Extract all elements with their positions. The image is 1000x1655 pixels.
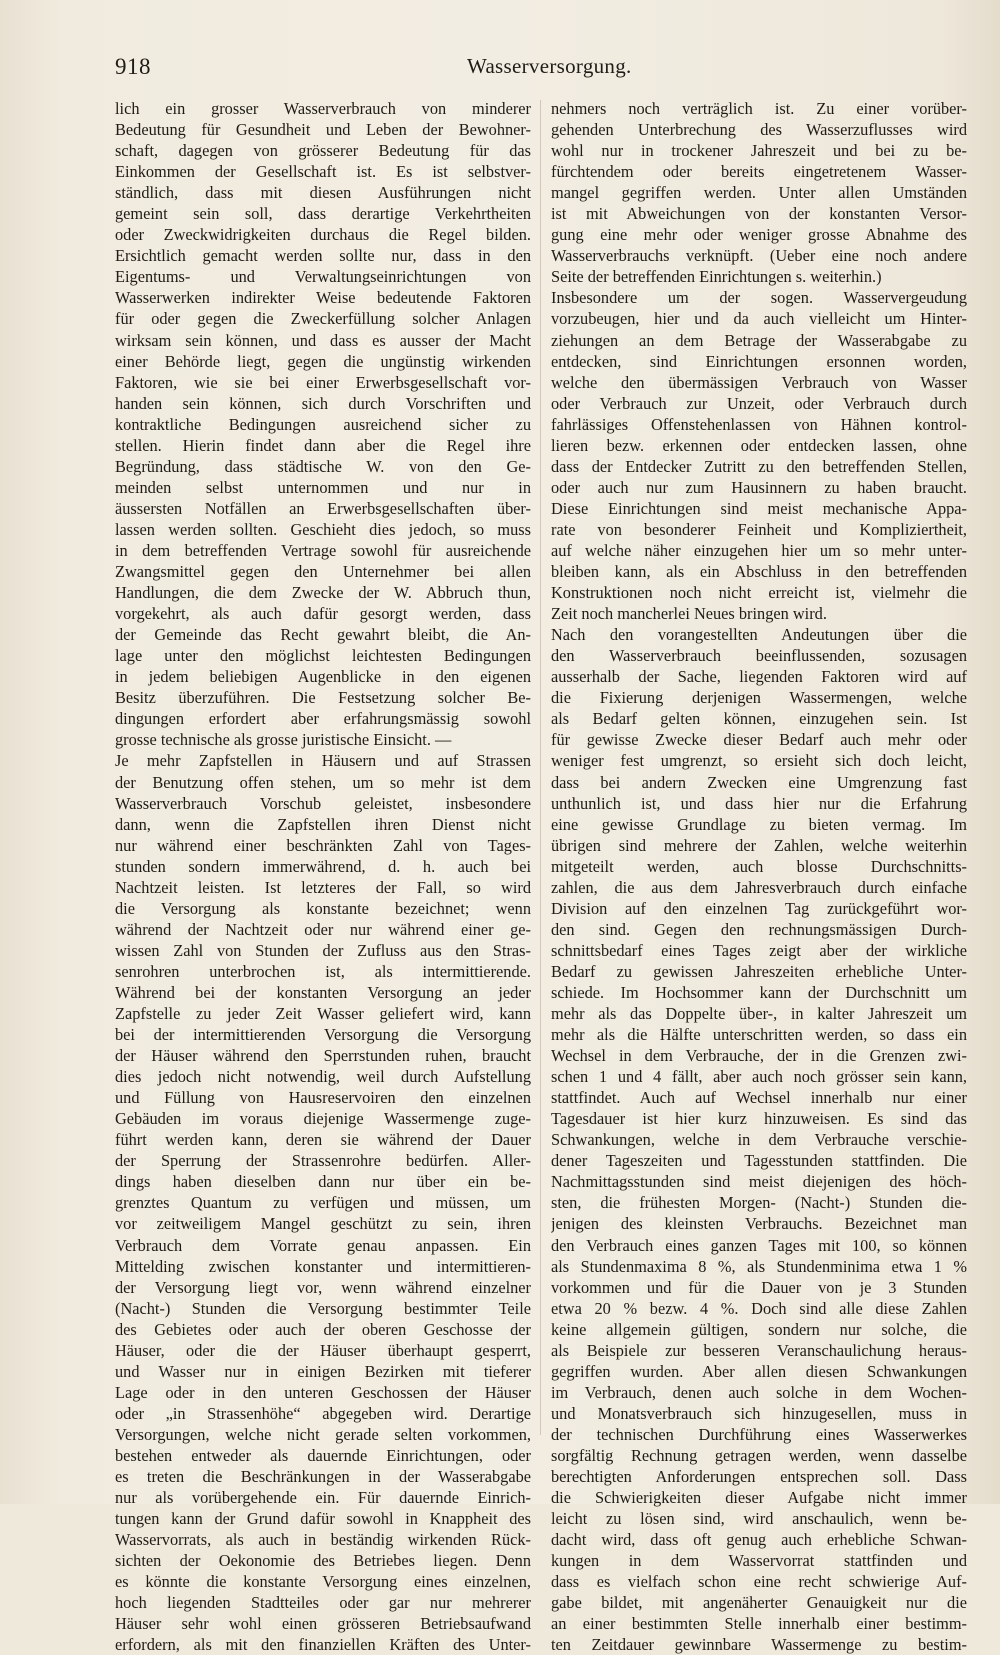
text-line: gabe bildet, mit angenäherter Genauigkeit nur die [551, 1593, 967, 1613]
text-line: lassen werden sollten. Geschieht dies jedoch, so muss [115, 519, 531, 539]
text-line: sten, die frühesten Morgen- (Nacht-) Stunden die- [551, 1193, 967, 1213]
text-line: Nachtzeit leisten. Ist letzteres der Fall, so wird [115, 877, 531, 897]
text-line: grenztes Quantum zu verfügen und müssen, um [115, 1193, 531, 1213]
text-line: keine allgemein gültigen, sondern nur solche, die [551, 1319, 967, 1339]
text-line: die Fixierung derjenigen Wassermengen, welche [551, 688, 967, 708]
text-line: den Verbrauch eines ganzen Tages mit 100, so können [551, 1235, 967, 1255]
text-line: lieren bezw. erkennen oder entdecken lassen, ohne [551, 435, 967, 455]
text-line: vorgekehrt, als auch dafür gesorgt werden, dass [115, 604, 531, 624]
text-line: sorgfältig Rechnung getragen werden, wenn dasselbe [551, 1446, 967, 1465]
text-line: Wechsel in dem Verbrauche, der in die Grenzen zwi- [551, 1046, 967, 1066]
page-header [115, 54, 920, 84]
text-line: nur als vorübergehende ein. Für dauernde Einrich- [115, 1488, 531, 1508]
text-line: ten Zeitdauer gewinnbare Wassermenge zu bestim- [551, 1635, 967, 1655]
text-line: nur während einer beschränkten Zahl von Tages- [115, 835, 531, 855]
text-line: Zwangsmittel gegen den Unternehmer bei allen [115, 562, 531, 582]
text-line: Eigentums- und Verwaltungseinrichtungen von [115, 267, 531, 287]
text-line: als Stundenmaxima 8 %, als Stundenminima etwa 1 % [551, 1256, 967, 1276]
text-line: bestehen entweder als dauernde Einrichtungen, oder [115, 1446, 531, 1465]
text-line: in jedem beliebigen Augenblicke in den eigenen [115, 667, 531, 687]
text-line: in dem betreffenden Vertrage sowohl für ausreichende [115, 540, 531, 560]
text-line: Seite der betreffenden Einrichtungen s. weiterhin.) [551, 267, 882, 287]
text-line: Division auf den einzelnen Tag zurückgeführt wor- [551, 898, 967, 918]
text-line: Faktoren, wie sie bei einer Erwerbsgesellschaft vor- [115, 372, 531, 392]
text-line: Nach den vorangestellten Andeutungen über die [551, 625, 967, 645]
text-line: als Bedarf gelten können, einzugehen sein. Ist [551, 709, 967, 729]
text-line: berechtigten Anforderungen entsprechen soll. Dass [551, 1467, 967, 1487]
text-line: Bedeutung für Gesundheit und Leben der Bewohner- [115, 120, 531, 140]
text-line: und Monatsverbrauch sich hinzugesellen, muss in [551, 1403, 967, 1423]
text-line: auf welche näher einzugehen hier um so mehr unter- [551, 540, 967, 560]
right-column [551, 98, 967, 1655]
text-line: dingungen erfordert aber erfahrungsmässig sowohl [115, 709, 531, 729]
text-line: die Schwierigkeiten dieser Aufgabe nicht immer [551, 1488, 967, 1508]
text-line: dacht wird, dass oft genug auch erhebliche Schwan- [551, 1530, 967, 1550]
text-line: dass der Entdecker Zutritt zu den betreffenden Stellen, [551, 456, 967, 476]
text-line: oder „in Strassenhöhe“ abgegeben wird. Derartige [115, 1403, 531, 1423]
text-line: oder Verbrauch zur Unzeit, oder Verbrauch durch [551, 393, 967, 413]
text-line: der Häuser während den Sperrstunden ruhen, braucht [115, 1046, 531, 1066]
text-line: Begründung, dass städtische W. von den Ge- [115, 456, 531, 476]
text-line: ausserhalb der Sache, liegenden Faktoren wird auf [551, 667, 967, 687]
running-head: Wasserversorgung. [467, 54, 632, 78]
text-line: welche den übermässigen Verbrauch von Wasser [551, 372, 967, 392]
text-line: jenigen des kleinsten Verbrauchs. Bezeichnet man [551, 1214, 967, 1234]
text-line: übrigen sind mehrere der Zahlen, welche weiterhin [551, 835, 967, 855]
text-line: vor zeitweiligem Mangel geschützt zu sein, ihren [115, 1214, 531, 1234]
text-line: Verbrauch dem Vorrate genau anpassen. Ein [115, 1235, 531, 1255]
text-line: bei der intermittierenden Versorgung die Versorgung [115, 1025, 531, 1045]
text-line: Wasserverbrauch Vorschub geleistet, insbesondere [115, 793, 531, 813]
text-line: äussersten Notfällen an Erwerbsgesellschaften über- [115, 498, 531, 518]
text-line: nehmers noch verträglich ist. Zu einer vorüber- [551, 99, 967, 118]
text-line: stunden sondern immerwährend, d. h. auch bei [115, 856, 531, 876]
text-line: Besitz überzuführen. Die Festsetzung solcher Be- [115, 688, 531, 708]
text-line: und Füllung von Hausreservoiren den einzelnen [115, 1088, 531, 1108]
text-line: und Wasser nur in einigen Bezirken mit tieferer [115, 1361, 531, 1381]
text-line: Häuser sehr wohl einen grösseren Betriebsaufwand [115, 1614, 531, 1634]
text-line: mitgeteilt werden, auch blosse Durchschnitts- [551, 856, 967, 876]
text-line: Wasserwerken indirekter Weise bedeutende Faktoren [115, 288, 531, 308]
text-line: dann, wenn die Zapfstellen ihren Dienst nicht [115, 814, 531, 834]
text-line: des Gebietes oder auch der oberen Geschosse der [115, 1319, 531, 1339]
text-line: Insbesondere um der sogen. Wasservergeudung [551, 288, 967, 308]
text-line: mangel gegriffen werden. Unter allen Umständen [551, 183, 967, 203]
text-line: lage unter den möglichst leichtesten Bedingungen [115, 646, 531, 666]
text-line: dass es vielfach schon eine recht schwierige Auf- [551, 1572, 967, 1592]
text-line: gung eine mehr oder weniger grosse Abnahme des [551, 225, 967, 245]
text-line: an einer bestimmten Stelle innerhalb einer bestimm- [551, 1614, 967, 1634]
text-line: wirksam sein können, und dass es ausser der Macht [115, 330, 531, 350]
text-line: meinden selbst unternommen und nur in [115, 477, 531, 497]
left-column [115, 98, 531, 1655]
text-line: den Wasserverbrauch beeinflussenden, sozusagen [551, 646, 967, 666]
text-line: hoch liegenden Stadtteiles oder gar nur mehrerer [115, 1593, 531, 1613]
text-line: schiede. Im Hochsommer kann der Durchschnitt um [551, 982, 967, 1002]
text-line: Häuser, oder die der Häuser überhaupt gesperrt, [115, 1340, 531, 1360]
text-line: unthunlich ist, und dass hier nur die Erfahrung [551, 793, 967, 813]
text-line: dies jedoch nicht notwendig, weil durch Aufstellung [115, 1067, 531, 1087]
text-line: dass bei andern Zwecken eine Umgrenzung fast [551, 772, 967, 792]
text-line: gemeint sein soll, dass derartige Verkehrtheiten [115, 204, 531, 224]
text-line: als Beispiele zur besseren Veranschaulichung heraus- [551, 1340, 967, 1360]
text-line: der Gemeinde das Recht gewahrt bleibt, die An- [115, 625, 531, 645]
text-line: Tagesdauer ist hier kurz hinzuweisen. Es sind das [551, 1109, 967, 1129]
text-line: der Sperrung der Strassenrohre bedürfen. Aller- [115, 1151, 531, 1171]
text-line: wissen Zahl von Stunden der Zufluss aus den Stras- [115, 940, 531, 960]
text-line: einer Behörde liegt, gegen die ungünstig wirkenden [115, 351, 531, 371]
text-line: Wasservorrats, als auch in beständig wirkenden Rück- [115, 1530, 531, 1550]
text-line: für oder gegen die Zweckerfüllung solcher Anlagen [115, 309, 531, 329]
text-line: entdecken, sind Einrichtungen ersonnen worden, [551, 351, 967, 371]
text-line: den sind. Gegen den rechnungsmässigen Durch- [551, 919, 967, 939]
text-line: ziehungen an dem Betrage der Wasserabgabe zu [551, 330, 967, 350]
text-line: rate von besonderer Feinheit und Kompliziertheit, [551, 519, 967, 539]
text-line: fahrlässiges Offenstehenlassen von Hähnen kontrol- [551, 414, 967, 434]
text-line: Zeit noch mancherlei Neues bringen wird. [551, 604, 827, 624]
page-number: 918 [115, 54, 151, 79]
text-line: Gebäuden im voraus diejenige Wassermenge zuge- [115, 1109, 531, 1129]
text-line: gehenden Unterbrechung des Wasserzuflusses wird [551, 120, 967, 140]
text-line: schaft, dagegen von grösserer Bedeutung für das [115, 141, 531, 161]
text-line: weniger fest umgrenzt, so ersieht sich doch leicht, [551, 751, 967, 771]
text-line: Nachmittagsstunden sind meist diejenigen des höch- [551, 1172, 967, 1192]
text-line: gegriffen wurden. Aber allen diesen Schwankungen [551, 1361, 967, 1381]
text-line: oder Zweckwidrigkeiten durchaus die Regel bilden. [115, 225, 531, 245]
text-line: mehr als die Hälfte unterschritten werden, so dass ein [551, 1025, 967, 1045]
text-line: es treten die Beschränkungen in der Wasserabgabe [115, 1467, 531, 1487]
text-line: dings haben dieselben dann nur über ein be- [115, 1172, 531, 1192]
text-line: Wasserverbrauchs verknüpft. (Ueber eine noch andere [551, 246, 967, 266]
text-line: lich ein grosser Wasserverbrauch von minderer [115, 99, 531, 118]
text-line: Mittelding zwischen konstanter und intermittieren- [115, 1256, 531, 1276]
text-line: dener Tageszeiten und Tagesstunden stattfinden. Die [551, 1151, 967, 1171]
text-line: vorkommen und für die Dauer von je 3 Stunden [551, 1277, 967, 1297]
text-line: Versorgungen, welche nicht gerade selten vorkommen, [115, 1424, 531, 1444]
text-line: Handlungen, die dem Zwecke der W. Abbruch thun, [115, 583, 531, 603]
text-line: kontraktliche Bedingungen ausreichend sicher zu [115, 414, 531, 434]
text-line: bleiben kann, als ein Abschluss in den betreffenden [551, 562, 967, 582]
text-line: Diese Einrichtungen sind meist mechanische Appa- [551, 498, 967, 518]
text-line: vorzubeugen, hier und da auch vielleicht um Hinter- [551, 309, 967, 329]
text-line: der technischen Durchführung eines Wasserwerkes [551, 1424, 967, 1444]
text-line: etwa 20 % bezw. 4 %. Doch sind alle diese Zahlen [551, 1298, 967, 1318]
text-line: Lage oder in den unteren Geschossen der Häuser [115, 1382, 531, 1402]
column-divider [540, 100, 541, 1435]
text-line: kungen in dem Wasservorrat stattfinden und [551, 1551, 967, 1571]
text-line: Einkommen der Gesellschaft ist. Es ist selbstver- [115, 162, 531, 182]
text-line: wohl nur in trockener Jahreszeit und bei zu be- [551, 141, 967, 161]
text-line: für gewisse Zwecke dieser Bedarf auch mehr oder [551, 730, 967, 750]
text-line: leicht zu lösen sind, wird anschaulich, wenn be- [551, 1509, 967, 1529]
text-line: grosse technische als grosse juristische Einsicht. — [115, 730, 452, 750]
text-line: sichten der Oekonomie des Betriebes liegen. Denn [115, 1551, 531, 1571]
text-line: Während bei der konstanten Versorgung an jeder [115, 982, 531, 1002]
text-line: stellen. Hierin findet dann aber die Regel ihre [115, 435, 531, 455]
text-line: mehr als das Doppelte über-, in kalter Jahreszeit um [551, 1004, 967, 1024]
text-line: zahlen, die aus dem Jahresverbrauch durch einfache [551, 877, 967, 897]
text-line: erfordern, als mit den finanziellen Kräften des Unter- [115, 1635, 531, 1655]
text-line: Ersichtlich gemacht werden sollte nur, dass in den [115, 246, 531, 266]
text-line: eine gewisse Grundlage zu bieten vermag. Im [551, 814, 967, 834]
text-line: schen 1 und 4 fällt, aber auch noch grösser sein kann, [551, 1067, 967, 1087]
text-line: ist mit Abweichungen von der konstanten Versor- [551, 204, 967, 224]
text-line: im Verbrauch, denen auch solche in dem Wochen- [551, 1382, 967, 1402]
text-line: die Versorgung als konstante bezeichnet; wenn [115, 898, 531, 918]
text-line: während der Nachtzeit oder nur während einer ge- [115, 919, 531, 939]
text-line: führt werden kann, deren sie während der Dauer [115, 1130, 531, 1150]
text-line: Je mehr Zapfstellen in Häusern und auf Strassen [115, 751, 531, 771]
text-line: der Versorgung liegt vor, wenn während einzelner [115, 1277, 531, 1297]
text-line: schnittsbedarf eines Tages zeigt aber der wirkliche [551, 940, 967, 960]
text-line: senrohren unterbrochen ist, als intermittierende. [115, 961, 531, 981]
text-line: Bedarf zu gewissen Jahreszeiten erhebliche Unter- [551, 961, 967, 981]
text-line: Konstruktionen noch nicht erreicht ist, vielmehr die [551, 583, 967, 603]
text-line: tungen kann der Grund dafür sowohl in Knappheit des [115, 1509, 531, 1529]
text-line: stattfindet. Auch auf Wechsel innerhalb nur einer [551, 1088, 967, 1108]
text-line: der Benutzung offen stehen, um so mehr ist dem [115, 772, 531, 792]
text-line: Zapfstelle zu jeder Zeit Wasser geliefert wird, kann [115, 1004, 531, 1024]
text-line: es könnte die konstante Versorgung eines einzelnen, [115, 1572, 531, 1592]
text-line: fürchtendem oder bereits eingetretenem Wasser- [551, 162, 967, 182]
text-line: (Nacht-) Stunden die Versorgung bestimmter Teile [115, 1298, 531, 1318]
text-line: Schwankungen, welche in dem Verbrauche verschie- [551, 1130, 967, 1150]
text-line: handen sein können, sich durch Vorschriften und [115, 393, 531, 413]
text-line: ständlich, dass mit diesen Ausführungen nicht [115, 183, 531, 203]
text-line: oder auch nur zum Hausinnern zu haben braucht. [551, 477, 967, 497]
